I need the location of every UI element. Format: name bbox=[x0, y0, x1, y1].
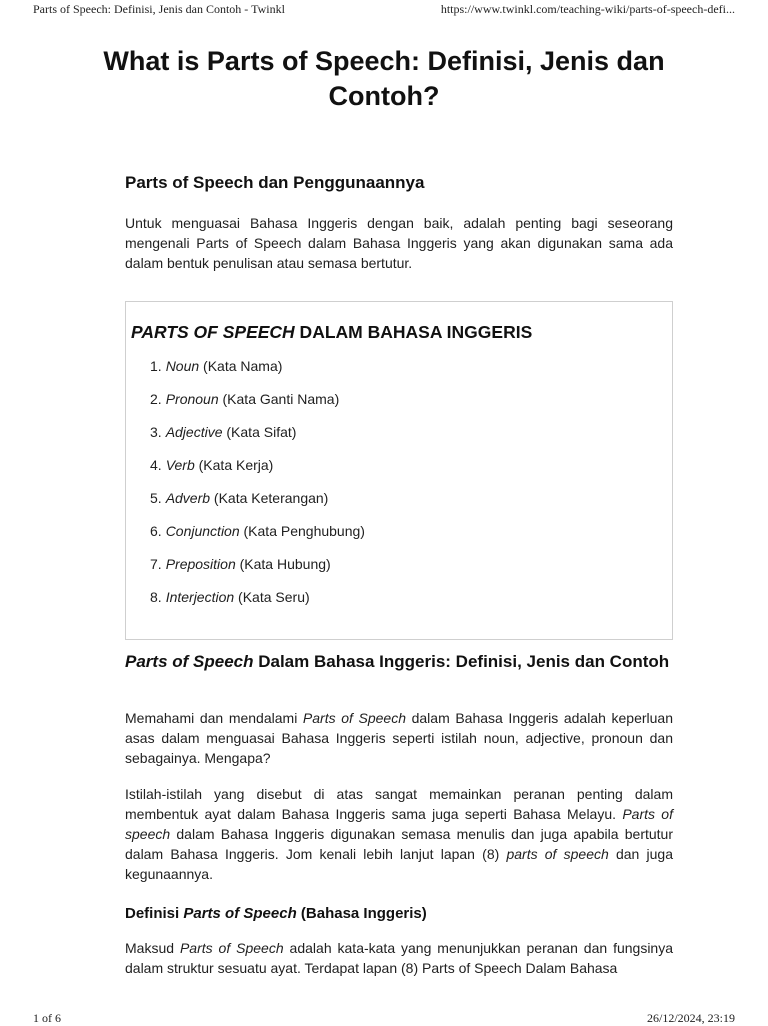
list-meaning: (Kata Ganti Nama) bbox=[218, 391, 340, 407]
heading-text: Definisi bbox=[125, 905, 184, 922]
list-item bbox=[150, 554, 365, 587]
section-usage-paragraph: Untuk menguasai Bahasa Inggeris dengan baik, adalah penting bagi seseorang mengenali Parts of Speech dalam Bahasa Inggeris yang akan digunakan sama ada dalam bentuk penulisan atau semasa bertutur. bbox=[125, 215, 673, 271]
heading-italic: Parts of Speech bbox=[125, 652, 254, 671]
definition-paragraph bbox=[125, 938, 673, 978]
text: Memahami dan mendalami bbox=[125, 710, 303, 726]
list-item bbox=[150, 488, 365, 521]
parts-of-speech-box bbox=[125, 301, 673, 640]
list-number: 2. bbox=[150, 391, 162, 407]
section-definition bbox=[125, 901, 673, 926]
section-definition-heading bbox=[125, 901, 673, 926]
print-header-url: https://www.twinkl.com/teaching-wiki/parts-of-speech-defi... bbox=[440, 2, 735, 16]
text: Istilah-istilah yang disebut di atas sangat memainkan peranan penting dalam membentuk ayat dalam Bahasa Inggeris sama juga seperti Bahasa Melayu. bbox=[125, 786, 673, 822]
list-term: Conjunction bbox=[165, 523, 240, 539]
print-header-title: Parts of Speech: Definisi, Jenis dan Contoh - Twinkl bbox=[33, 2, 285, 16]
paragraph bbox=[125, 938, 673, 978]
overview-paragraph-2 bbox=[125, 784, 673, 884]
list-number: 3. bbox=[150, 424, 162, 440]
list-term: Interjection bbox=[165, 589, 235, 605]
print-datetime: 26/12/2024, 23:19 bbox=[646, 1011, 735, 1025]
text-italic: Parts of Speech bbox=[179, 940, 284, 956]
text: dan juga kegunaannya. bbox=[125, 846, 673, 882]
list-item bbox=[150, 521, 365, 554]
list-meaning: (Kata Penghubung) bbox=[239, 523, 365, 539]
list-meaning: (Kata Kerja) bbox=[194, 457, 274, 473]
print-header bbox=[33, 2, 735, 17]
section-usage bbox=[125, 170, 673, 195]
list-number: 5. bbox=[150, 490, 162, 506]
list-item bbox=[150, 587, 365, 620]
list-term: Adjective bbox=[165, 424, 223, 440]
heading-italic: Parts of Speech bbox=[183, 905, 297, 922]
text-italic: Parts of Speech bbox=[302, 710, 406, 726]
list-number: 4. bbox=[150, 457, 162, 473]
text: Maksud bbox=[125, 940, 180, 956]
heading-text: (Bahasa Inggeris) bbox=[296, 905, 427, 922]
list-term: Pronoun bbox=[165, 391, 219, 407]
text-italic: parts of speech bbox=[506, 846, 609, 862]
text: dalam Bahasa Inggeris digunakan semasa menulis dan juga apabila bertutur dalam Bahasa Inggeris. Jom kenali lebih lanjut lapan (8) bbox=[125, 826, 673, 862]
box-heading-italic: PARTS OF SPEECH bbox=[131, 322, 295, 342]
list-meaning: (Kata Nama) bbox=[199, 358, 283, 374]
paragraph bbox=[125, 708, 673, 768]
page-title: What is Parts of Speech: Definisi, Jenis dan Contoh? bbox=[103, 46, 665, 111]
list-number: 7. bbox=[150, 556, 162, 572]
box-heading bbox=[131, 322, 532, 343]
section-definition-overview bbox=[125, 649, 673, 674]
text: adalah kata-kata yang menunjukkan peranan dan fungsinya dalam struktur sesuatu ayat. Terdapat lapan (8) Parts of Speech Dalam Bahasa bbox=[125, 940, 674, 976]
section-usage-heading: Parts of Speech dan Penggunaannya bbox=[125, 173, 425, 192]
page-counter: 1 of 6 bbox=[33, 1011, 61, 1025]
list-meaning: (Kata Seru) bbox=[234, 589, 310, 605]
list-item bbox=[150, 422, 365, 455]
list-meaning: (Kata Hubung) bbox=[235, 556, 331, 572]
list-term: Preposition bbox=[165, 556, 236, 572]
parts-list bbox=[150, 356, 365, 620]
list-number: 1. bbox=[150, 358, 162, 374]
list-term: Verb bbox=[165, 457, 195, 473]
list-item bbox=[150, 455, 365, 488]
section-usage-body bbox=[125, 213, 673, 273]
list-term: Noun bbox=[165, 358, 200, 374]
list-item bbox=[150, 356, 365, 389]
section-overview-heading bbox=[125, 649, 673, 674]
list-term: Adverb bbox=[165, 490, 211, 506]
box-heading-rest: DALAM BAHASA INGGERIS bbox=[294, 322, 533, 342]
text: dalam Bahasa Inggeris adalah keperluan asas dalam menguasai Bahasa Inggeris seperti istilah noun, adjective, pronoun dan sebagainya. Mengapa? bbox=[125, 710, 673, 766]
list-meaning: (Kata Sifat) bbox=[222, 424, 297, 440]
list-item bbox=[150, 389, 365, 422]
text-italic: Parts of speech bbox=[125, 806, 673, 842]
overview-paragraph-1 bbox=[125, 708, 673, 768]
list-number: 8. bbox=[150, 589, 162, 605]
paragraph bbox=[125, 784, 673, 884]
list-meaning: (Kata Keterangan) bbox=[210, 490, 329, 506]
list-number: 6. bbox=[150, 523, 162, 539]
heading-rest: Dalam Bahasa Inggeris: Definisi, Jenis dan Contoh bbox=[253, 652, 670, 671]
